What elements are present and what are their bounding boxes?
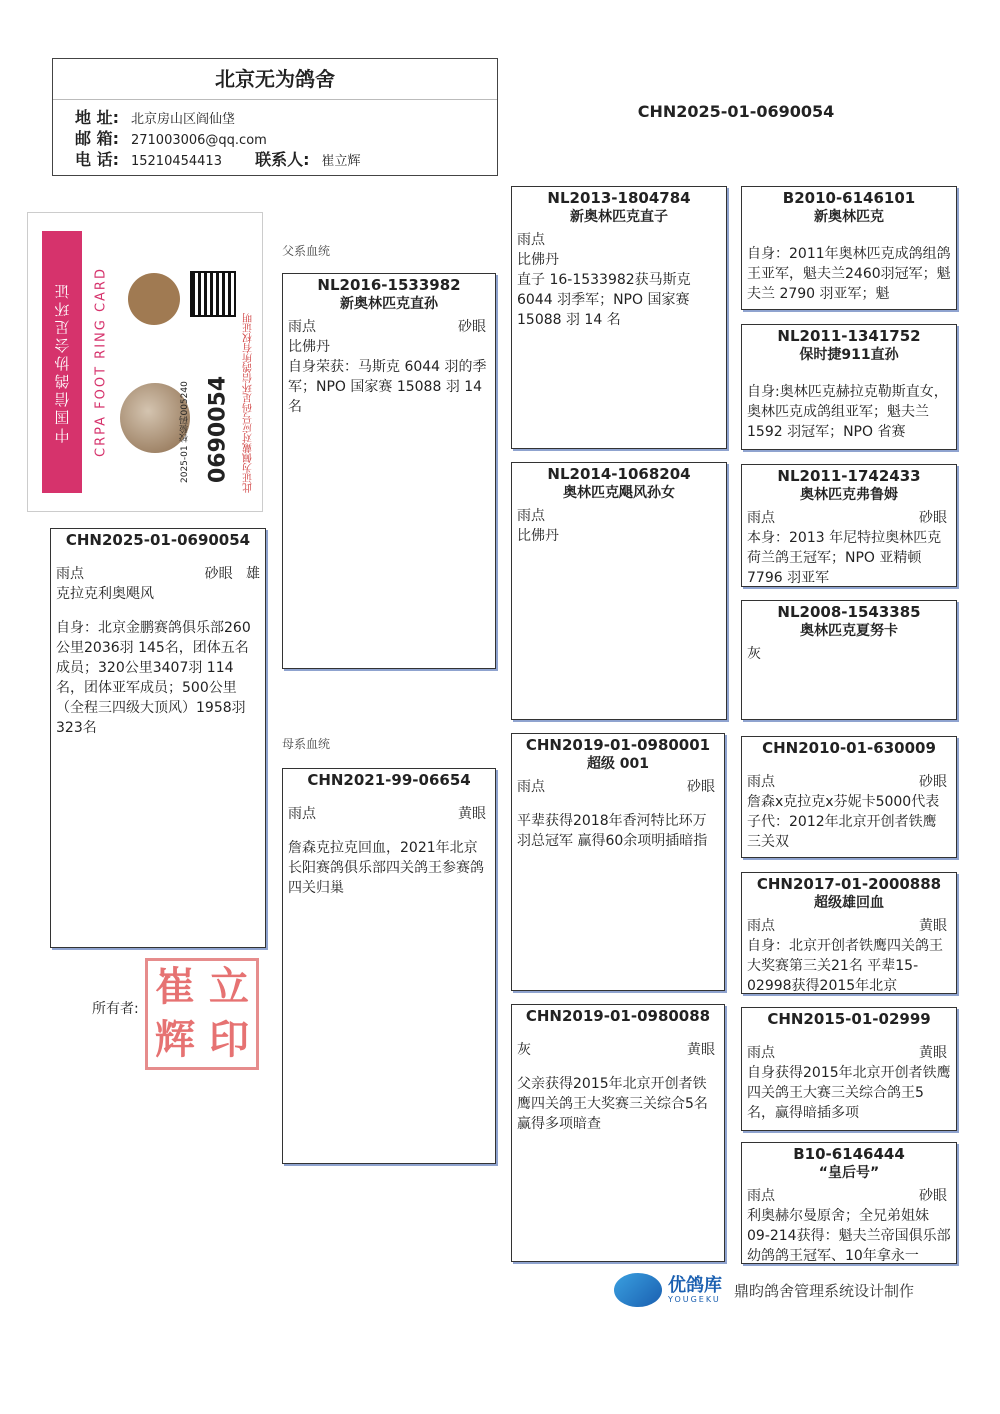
subject-card	[50, 528, 266, 948]
phone-value: 15210454413	[130, 154, 222, 169]
sdd-name: 奥林匹克夏努卡	[800, 623, 898, 639]
card-note: 此证为佩戴对应号码足环信鸽所有权证明	[243, 313, 255, 493]
ddd-ring: B10-6146444	[793, 1145, 905, 1163]
ss-ring: NL2013-1804784	[547, 189, 691, 207]
subject-name: 克拉克利奥飓风	[56, 586, 154, 602]
sss-card	[741, 186, 957, 310]
dsd-notes: 自身：北京开创者铁鹰四关鸽王大奖赛第三关21名 平辈15-02998获得2015年北京	[747, 938, 943, 994]
sire-line2: 比佛丹	[288, 339, 330, 355]
sire-traits	[288, 317, 490, 337]
sss-ring: B2010-6146101	[782, 189, 916, 207]
ring-card-image	[27, 212, 263, 512]
dam-card	[282, 768, 496, 1164]
sd-line2: 比佛丹	[517, 528, 559, 544]
brand-name-en: YOUGEKU	[668, 1294, 721, 1304]
dd-notes: 父亲获得2015年北京开创者铁鹰四关鸽王大奖赛三关综合5名 赢得多项暗查	[517, 1076, 708, 1132]
dss-color: 雨点	[747, 774, 775, 790]
sire-section-label: 父系血统	[282, 244, 331, 258]
sire-card	[282, 273, 496, 669]
address-label: 地 址:	[75, 108, 119, 127]
email-line	[53, 129, 497, 150]
dsd-eye: 黄眼	[919, 918, 947, 934]
subject-sex: 雄	[246, 566, 260, 582]
sire-dam-card	[511, 462, 727, 720]
sds-ring: NL2011-1742433	[777, 467, 921, 485]
ds-notes: 平辈获得2018年香河特比环万羽总冠军 赢得60余项明插暗指	[517, 813, 708, 849]
dds-ring: CHN2015-01-02999	[767, 1010, 931, 1028]
ds-traits	[517, 777, 719, 797]
sds-color: 雨点	[747, 510, 775, 526]
dss-traits	[747, 772, 951, 792]
sdd-ring: NL2008-1543385	[777, 603, 921, 621]
seal-char: 辉	[155, 1017, 195, 1063]
ss-name: 新奥林匹克直子	[570, 209, 668, 225]
ssd-card	[741, 324, 957, 450]
dss-ring: CHN2010-01-630009	[762, 739, 936, 757]
ddd-name: “皇后号”	[818, 1165, 880, 1181]
ddd-card	[741, 1142, 957, 1264]
card-code: 2025-01 校验码005240	[180, 381, 190, 483]
yougeku-logo-icon	[614, 1273, 662, 1307]
brand-name: 优鸽库	[668, 1274, 722, 1296]
main-ring-number: CHN2025-01-0690054	[637, 102, 835, 121]
owner-seal-stamp	[145, 958, 259, 1070]
ds-ring: CHN2019-01-0980001	[525, 736, 711, 754]
footer-brand	[614, 1270, 954, 1310]
sd-ring: NL2014-1068204	[547, 465, 691, 483]
subject-eye: 砂眼	[204, 566, 233, 582]
address-line	[53, 108, 497, 129]
phone-line	[53, 150, 497, 171]
ss-notes: 直子 16-1533982获马斯克 6044 羽季军；NPO 国家赛 15088 羽 14 名	[517, 272, 691, 328]
contact-label: 联系人:	[255, 150, 310, 169]
ssd-notes: 自身:奥林匹克赫拉克勒斯直女，奥林匹克成鸽组亚军；魁夫兰 1592 羽冠军；NPO 省赛	[747, 384, 948, 440]
dsd-ring: CHN2017-01-2000888	[756, 875, 942, 893]
dds-card	[741, 1007, 957, 1131]
dss-card	[741, 736, 957, 858]
contact-value: 崔立辉	[321, 154, 361, 169]
dam-traits	[288, 804, 490, 824]
email-label: 邮 箱:	[75, 129, 119, 148]
dds-notes: 自身获得2015年北京开创者铁鹰四关鸽王大赛三关综合鸽王5名，赢得暗插多项	[747, 1065, 951, 1121]
dam-eye: 黄眼	[458, 806, 486, 822]
crpa-logo-icon	[128, 273, 180, 325]
card-number: 0690054	[205, 375, 231, 483]
ddd-notes: 利奥赫尔曼原舍；全兄弟姐妹09-214获得：魁夫兰帝国俱乐部幼鸽鸽王冠军、10年拿永一	[747, 1208, 951, 1264]
seal-char: 印	[209, 1017, 249, 1063]
ddd-color: 雨点	[747, 1188, 775, 1204]
dds-color: 雨点	[747, 1045, 775, 1061]
sss-name: 新奥林匹克	[814, 209, 884, 225]
ds-name: 超级 001	[586, 756, 650, 772]
subject-traits	[56, 564, 260, 584]
ddd-traits	[747, 1186, 951, 1206]
sire-eye: 砂眼	[458, 319, 486, 335]
dam-dam-card	[511, 1004, 725, 1262]
sdd-color: 灰	[747, 646, 761, 662]
sire-notes: 自身荣获：马斯克 6044 羽的季军；NPO 国家赛 15088 羽 14 名	[288, 359, 487, 415]
dsd-traits	[747, 916, 951, 936]
sire-color: 雨点	[288, 319, 316, 335]
card-band-text: 中国信鸽协会足环证	[42, 231, 82, 493]
sds-card	[741, 464, 957, 587]
phone-label: 电 话:	[75, 150, 119, 169]
card-band-en: CRPA FOOT RING CARD	[93, 267, 109, 457]
seal-char: 立	[209, 964, 249, 1010]
dds-eye: 黄眼	[919, 1045, 947, 1061]
seal-char: 崔	[155, 964, 195, 1010]
address-value: 北京房山区阎仙垡	[130, 112, 235, 127]
ssd-ring: NL2011-1341752	[777, 327, 921, 345]
dss-eye: 砂眼	[919, 774, 947, 790]
qr-code-icon	[190, 271, 236, 317]
loft-name: 北京无为鸽舍	[53, 59, 497, 100]
subject-color: 雨点	[56, 566, 84, 582]
sd-color: 雨点	[517, 508, 545, 524]
ds-color: 雨点	[517, 779, 545, 795]
dam-color: 雨点	[288, 806, 316, 822]
dsd-name: 超级雄回血	[814, 895, 884, 911]
owner-label: 所有者:	[92, 1001, 139, 1017]
sss-notes: 自身：2011年奥林匹克成鸽组鸽王亚军，魁夫兰2460羽冠军；魁夫兰 2790 羽亚军；魁	[747, 246, 951, 302]
sire-name: 新奥林匹克直孙	[340, 296, 438, 312]
dam-section-label: 母系血统	[282, 737, 331, 751]
dam-ring: CHN2021-99-06654	[307, 771, 471, 789]
ss-line2: 比佛丹	[517, 252, 559, 268]
dsd-color: 雨点	[747, 918, 775, 934]
dd-color: 灰	[517, 1042, 531, 1058]
sds-eye: 砂眼	[919, 510, 947, 526]
dd-traits	[517, 1040, 719, 1060]
dds-traits	[747, 1043, 951, 1063]
sds-traits	[747, 508, 951, 528]
subject-ring: CHN2025-01-0690054	[65, 531, 251, 549]
sds-notes: 本身：2013 年尼特拉奥林匹克荷兰鸽王冠军；NPO 亚精顿 7796 羽亚军	[747, 530, 942, 586]
sdd-card	[741, 600, 957, 720]
sds-name: 奥林匹克弗鲁姆	[800, 487, 898, 503]
loft-header	[52, 58, 498, 176]
email-value: 271003006@qq.com	[130, 133, 267, 148]
sd-name: 奥林匹克飓风孙女	[563, 485, 675, 501]
ssd-name: 保时捷911直孙	[799, 347, 899, 363]
ss-color: 雨点	[517, 232, 545, 248]
dam-notes: 詹森克拉克回血，2021年北京长阳赛鸽俱乐部四关鸽王参赛鸽四关归巢	[288, 840, 484, 896]
dss-notes: 詹森x克拉克x芬妮卡5000代表子代：2012年北京开创者铁鹰 三关双	[747, 794, 940, 850]
ds-eye: 砂眼	[687, 779, 715, 795]
dam-sire-card	[511, 733, 725, 991]
sire-ring: NL2016-1533982	[317, 276, 461, 294]
ddd-eye: 砂眼	[919, 1188, 947, 1204]
sire-sire-card	[511, 186, 727, 449]
footer-credit: 鼎昀鸽舍管理系统设计制作	[734, 1281, 915, 1300]
dsd-card	[741, 872, 957, 994]
dd-eye: 黄眼	[687, 1042, 715, 1058]
subject-notes: 自身：北京金鹏赛鸽俱乐部260公里2036羽 145名，团体五名成员；320公里3407羽 114名，团体亚军成员；500公里（全程三四级大顶风）1958羽 323名	[56, 620, 251, 736]
dd-ring: CHN2019-01-0980088	[525, 1007, 711, 1025]
